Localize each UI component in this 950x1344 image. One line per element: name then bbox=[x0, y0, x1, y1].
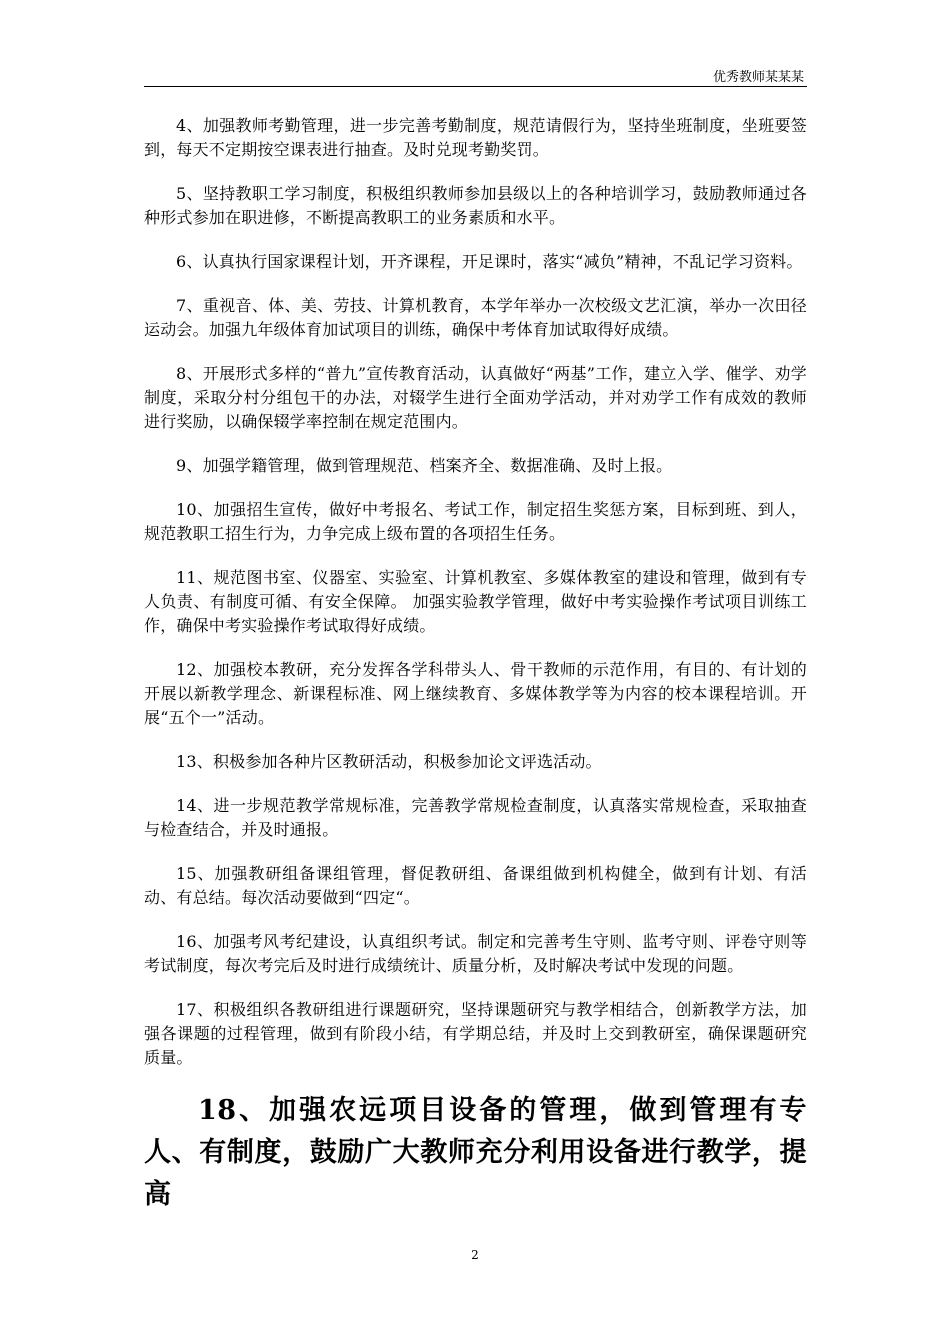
page-header-text: 优秀教师某某某 bbox=[712, 70, 804, 85]
paragraph-item-8: 8、开展形式多样的“普九”宣传教育活动，认真做好“两基”工作，建立入学、催学、劝学制度，采取分村分组包干的办法，对辍学生进行全面劝学活动，并对劝学工作有成效的教师进行奖励，以确保辍学率控制在规定范围内。 bbox=[144, 364, 807, 431]
paragraph-item-14: 14、进一步规范教学常规标准，完善教学常规检查制度，认真落实常规检查，采取抽查与检查结合，并及时通报。 bbox=[144, 796, 807, 839]
paragraph-item-7: 7、重视音、体、美、劳技、计算机教育，本学年举办一次校级文艺汇演，举办一次田径运动会。加强九年级体育加试项目的训练，确保中考体育加试取得好成绩。 bbox=[144, 296, 807, 339]
paragraph-item-12: 12、加强校本教研，充分发挥各学科带头人、骨干教师的示范作用，有目的、有计划的开展以新教学理念、新课程标准、网上继续教育、多媒体教学等为内容的校本课程培训。开展“五个一”活动。 bbox=[144, 660, 807, 727]
document-body bbox=[144, 114, 807, 1236]
paragraph-item-5: 5、坚持教职工学习制度，积极组织教师参加县级以上的各种培训学习，鼓励教师通过各种形式参加在职进修，不断提高教职工的业务素质和水平。 bbox=[144, 184, 807, 227]
paragraph-item-15: 15、加强教研组备课组管理，督促教研组、备课组做到机构健全，做到有计划、有活动、有总结。每次活动要做到“四定“。 bbox=[144, 864, 807, 907]
paragraph-item-13: 13、积极参加各种片区教研活动，积极参加论文评选活动。 bbox=[176, 752, 602, 771]
paragraph-item-6: 6、认真执行国家课程计划，开齐课程，开足课时，落实“减负”精神，不乱记学习资料。 bbox=[176, 252, 803, 271]
paragraph-item-4: 4、加强教师考勤管理，进一步完善考勤制度，规范请假行为，坚持坐班制度，坐班要签到，每天不定期按空课表进行抽查。及时兑现考勤奖罚。 bbox=[144, 116, 807, 159]
paragraph-item-10: 10、加强招生宣传，做好中考报名、考试工作，制定招生奖惩方案，目标到班、到人，规范教职工招生行为，力争完成上级布置的各项招生任务。 bbox=[144, 500, 807, 543]
header-divider bbox=[144, 86, 807, 87]
page-number: 2 bbox=[471, 1248, 479, 1262]
paragraph-item-17: 17、积极组织各教研组进行课题研究，坚持课题研究与教学相结合，创新教学方法，加强各课题的过程管理，做到有阶段小结，有学期总结，并及时上交到教研室，确保课题研究质量。 bbox=[144, 1000, 807, 1067]
paragraph-item-18-large: 18、加强农远项目设备的管理，做到管理有专人、有制度，鼓励广大教师充分利用设备进行教学，提高 bbox=[144, 1095, 807, 1210]
paragraph-item-16: 16、加强考风考纪建设，认真组织考试。制定和完善考生守则、监考守则、评卷守则等考试制度，每次考完后及时进行成绩统计、质量分析，及时解决考试中发现的问题。 bbox=[144, 932, 807, 975]
paragraph-item-9: 9、加强学籍管理，做到管理规范、档案齐全、数据准确、及时上报。 bbox=[176, 456, 673, 475]
paragraph-item-11: 11、规范图书室、仪器室、实验室、计算机教室、多媒体教室的建设和管理，做到有专人负责、有制度可循、有安全保障。 加强实验教学管理，做好中考实验操作考试项目训练工作，确保中考实验操作考试取得好成绩。 bbox=[144, 568, 807, 635]
